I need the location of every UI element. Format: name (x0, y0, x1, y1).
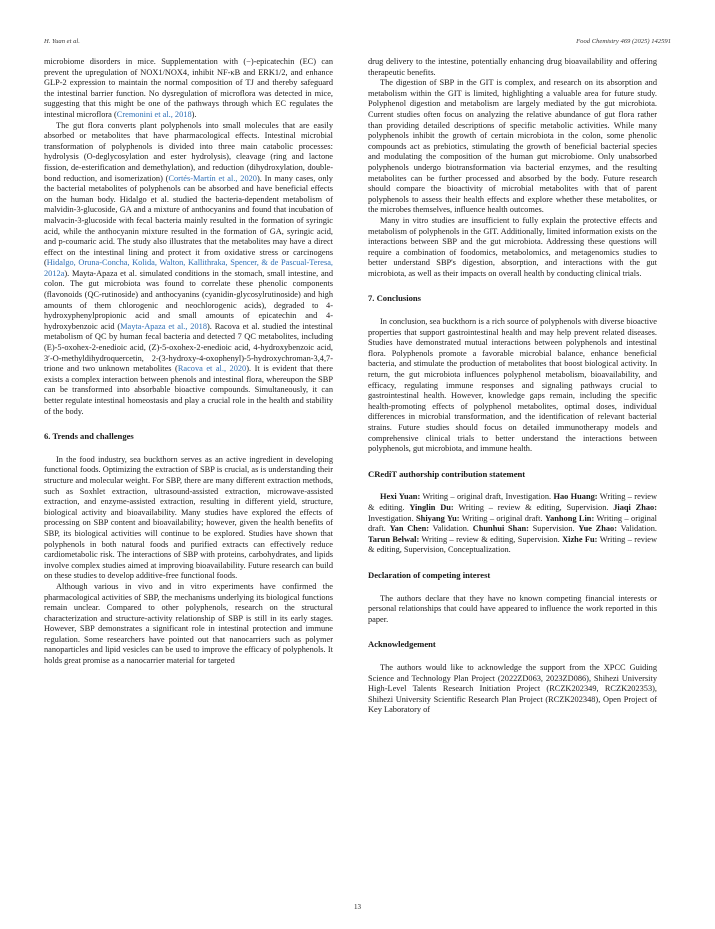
author-role: Validation. (429, 524, 473, 534)
text: The gut flora converts plant polyphenols into small molecules that are easily absorbed or metabolites that have pharmacological effects. Intestinal microbial transformation of polyphenols is divided into three main catabolic processes: hydrolysis (O-deglycosylation and ester hydrolysis), cleavage (ring and lactone fission, de-esterification and demethylation), and reduction (dihydroxylation, double-bond reduction, and isomerization) ( (44, 120, 333, 183)
section-heading: Acknowledgement (368, 639, 436, 650)
paragraph: The authors declare that they have no known competing financial interests or personal relationships that could have appeared to influence the work reported in this paper. (368, 593, 657, 624)
section-heading: 6. Trends and challenges (44, 431, 134, 442)
paragraph (44, 57, 333, 121)
author-name: Yinglin Du: (409, 502, 454, 512)
text: ). In many cases, only the bacterial metabolites of polyphenols can be absorbed and have beneficial effects on the human body. Hidalgo et al. studied the bacteria-dependent metabolism of malvidin-3-glucoside, GA and a mixture of anthocyanins and found that incubation of malvacin-3-glucoside with fecal bacteria mainly resulted in the formation of syringic acid, while the anthocyanin mixture resulted in the formation of GA, syringic acid, and p-coumaric acid. The study also illustrates that the metabolites may have a direct effect on the intestinal lining and protect it from oxidative stress or carcinogens ( (44, 173, 333, 268)
author-role: Writing – original draft. (459, 513, 545, 523)
credit-statement (368, 492, 657, 556)
author-role: Validation. (617, 524, 657, 534)
author-role: Supervision. (528, 524, 579, 534)
author-name: Hexi Yuan: (380, 492, 421, 502)
paragraph: In conclusion, sea buckthorn is a rich source of polyphenols with diverse bioactive properties that support gastrointestinal health and may help prevent related diseases. Studies have demonstrated mutual interactions between polyphenols and intestinal flora. Polyphenols promote a favorable microbial balance, enhance beneficial bacteria, and stimulate the production of metabolites that boost biological activity. In return, the gut microbiota influences polyphenol metabolism, bioavailability, and efficacy, regulating immune responses and signaling pathways crucial to gastrointestinal health. However, knowledge gaps remain, including the specific health-promoting effects of polyphenol metabolites, optimal doses, individual differences in microbial transformation, and the identification of relevant bacterial strains. Future studies should focus on detailed immunotherapy models and comprehensive clinical trials to better understand the interactions between polyphenols, gut microbiota, and immune health. (368, 317, 657, 454)
author-name: Jiaqi Zhao: (613, 502, 657, 512)
citation-link[interactable]: Cremonini et al., 2018 (116, 109, 192, 119)
section-heading: 7. Conclusions (368, 293, 422, 304)
text: ). It is evident that there exists a complex interaction between phenols and intestinal flora, whereupon the SBP can be transformed into absorbable bioactive compounds. Simultaneously, it can better regulate intestinal homeostasis and play a crucial role in the health and stability of the body. (44, 364, 333, 416)
author-name: Xizhe Fu: (562, 534, 598, 544)
author-role: Investigation. (368, 513, 417, 523)
paragraph (44, 121, 333, 418)
citation-link[interactable]: Hidalgo, Oruna-Concha, Kolida, Walton, Kallithraka, Spencer, & de Pascual-Teresa, 2012a (44, 258, 333, 278)
section-heading: CRediT authorship contribution statement (368, 468, 526, 479)
paragraph: In the food industry, sea buckthorn serves as an active ingredient in developing functional foods. Optimizing the extraction of SBP is crucial, as is understanding their structure and molecular weight. For SBP, there are many different extraction methods, such as Soxhlet extraction, ultrasound-assisted extraction, microwave-assisted extraction, and enzyme-assisted extraction, resulting in different yield, structure, biological activity and bioavailability. Many studies have explored the effects of processing on SBP content and bioavailability; however, given the health benefits of SBP, its biological activities will continue to be explored. Studies have shown that polyphenols in both natural foods and purified extracts can effectively reduce cardiometabolic risk. The interactions of SBP with proteins, carbohydrates, and lipids involve complex studies aimed at improving bioavailability. Future research can build on these studies to develop additive-free functional foods. (44, 454, 333, 581)
paragraph: Although various in vivo and in vitro experiments have confirmed the pharmacological activities of SBP, the mechanisms underlying its biological functions remain unclear. Compared to other polyphenols, research on the structural characterization and structure-activity relationship of SBP is still in its early stages. However, SBP demonstrates a significant role in intestinal protection and immune regulation. Some researchers have pointed out that nanocarriers such as polymer nanoparticles and lipid vesicles can be used to improve the efficacy of polyphenols. It holds great promise as a nanocarrier material for targeted (44, 581, 333, 666)
paragraph: drug delivery to the intestine, potentially enhancing drug bioavailability and offering therapeutic benefits. (368, 57, 657, 77)
left-column (44, 57, 333, 667)
author-role: Writing – review & editing, Supervision. (453, 502, 614, 512)
author-role: Writing – review & editing, Supervision. (419, 534, 563, 544)
citation-link[interactable]: Cortés-Martín et al., 2020 (168, 173, 257, 183)
paragraph: Many in vitro studies are insufficient to fully explain the protective effects and metabolism of polyphenols in the GIT. Additionally, limited information exists on the interactions between SBP and the gut microbiota. Addressing these questions will require a combination of foodomics, metabolomics, and metagenomics studies to better understand SBP's digestion, absorption, and interactions with the gut microbiota, as well as their impacts on overall health by conducting clinical trials. (368, 215, 657, 278)
author-role: Writing – review & editing. (368, 492, 657, 512)
text: ). (191, 109, 197, 119)
text: ). Racova et al. studied the intestinal metabolism of QC by human fecal bacteria and detected 7 QC metabolites, including (E)-5-oxohex-2-enedioic acid, (Z)-5-oxohex-2-enedioic acid, 4-hydroxybenzoic acid, 3′-O-methyldihydroquercetin, 2-(3-hydroxy-4-oxophenyl)-5-hydroxychroman-3,4,7-trione and two unknown metabolites ( (44, 321, 333, 374)
author-name: Hao Huang: (553, 492, 598, 502)
author-role: Writing – original draft. (368, 513, 657, 534)
running-header-journal: Food Chemistry 469 (2025) 142591 (576, 38, 671, 45)
paragraph: The digestion of SBP in the GIT is complex, and research on its absorption and metabolism within the GIT is limited, highlighting a valuable area for future study. Polyphenol digestion and metabolism are largely mediated by the gut microbiota. Current studies often focus on analyzing the relative abundance of gut flora rather than providing detailed descriptions of specific metabolic activities. While many polyphenols inhibit the growth of certain microbiota in the colon, some phenolic compounds act as prebiotics, stimulating the growth of beneficial bacterial species and modulating the composition of the human gut microbiome. Only unabsorbed polyphenols undergo biotransformation via bacterial enzymes, and the resulting metabolites can be further processed and absorbed by the body. Future research should compare the bioactivity of microbial metabolites with that of parent polyphenols to assess their health effects and explore whether these metabolites, or the microbes themselves, influence health outcomes. (368, 78, 657, 215)
text: ). Mayta-Apaza et al. simulated conditions in the stomach, small intestine, and colon. The gut microbiota was found to correlate these phenolic components (flavonoids (QC-rutinoside) and anthocyanins (cyanidin-glycosylrutinoside) and high amounts of them chlorogenic and neochlorogenic acids), degraded to 4-hydroxyphenylpropionic acid and small amounts of epicatechin and 4-hydroxybenzoic acid ( (44, 268, 333, 331)
section-heading: Declaration of competing interest (368, 569, 491, 580)
author-role: Writing – original draft, Investigation. (420, 492, 554, 502)
running-header-authors: H. Yuan et al. (44, 38, 80, 45)
citation-link[interactable]: Mayta-Apaza et al., 2018 (120, 321, 207, 331)
author-name: Yue Zhao: (578, 524, 618, 534)
author-role: Writing – review & editing, Supervision, Conceptualization. (368, 534, 657, 555)
author-name: Yanhong Lin: (544, 513, 595, 523)
paragraph: The authors would like to acknowledge the support from the XPCC Guiding Science and Technology Plan Project (2022ZD063, 2023ZD086), Shihezi University High-Level Talents Research Initiation Project (RCZK202349, RCZK202353), Shihezi University Scientific Research Plan Project (RCZK202348), Open Project of Key Laboratory of (368, 662, 657, 715)
author-name: Yan Chen: (389, 524, 430, 534)
author-name: Tarun Belwal: (368, 534, 420, 544)
text: microbiome disorders in mice. Supplementation with (−)-epicatechin (EC) can prevent the upregulation of NOX1/NOX4, inhibit NF-κB and ERK1/2, and enhance GLP-2 expression to maintain the normal composition of TJ and thereby safeguard the intestinal barrier function. No dysregulation of microflora was detected in mice, suggesting that this might be one of the pathways through which EC regulates the intestinal microflora ( (44, 57, 333, 119)
author-name: Chunhui Shan: (472, 524, 529, 534)
author-name: Shiyang Yu: (416, 513, 460, 523)
right-column (368, 57, 657, 716)
citation-link[interactable]: Racova et al., 2020 (177, 364, 247, 374)
page-number: 13 (354, 903, 361, 911)
